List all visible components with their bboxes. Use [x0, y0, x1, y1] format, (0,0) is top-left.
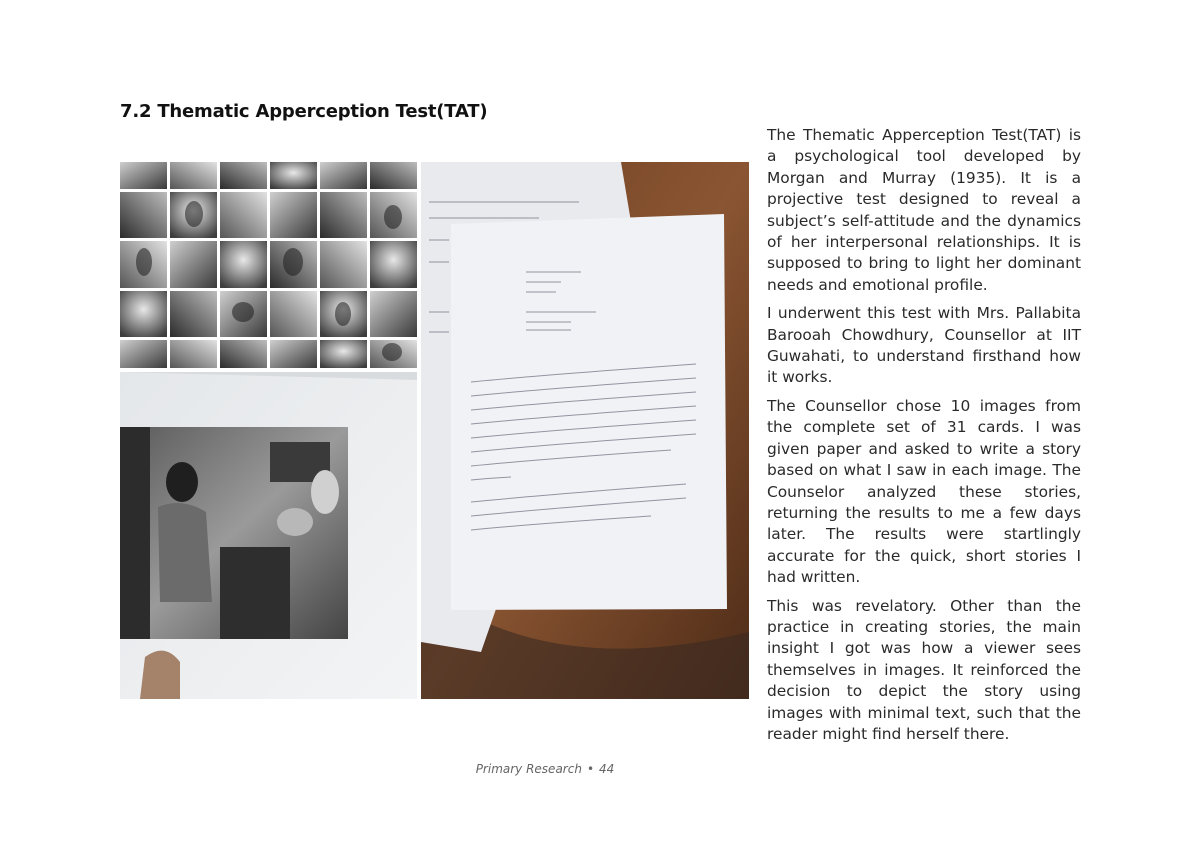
footer-separator: • — [586, 762, 595, 776]
tat-card-grid-photo — [120, 162, 417, 368]
handwritten-story-sheets-photo — [421, 162, 749, 699]
paragraph-counsellor: I underwent this test with Mrs. Pallabita Barooah Chowdhury, Counsellor at IIT Guwahati, to understand firsthand how it works. — [767, 304, 1081, 387]
section-heading: 7.2 Thematic Apperception Test(TAT) — [120, 101, 488, 122]
body-text — [767, 125, 1081, 752]
tat-printed-card-photo — [120, 372, 417, 699]
paragraph-procedure: The Counsellor chose 10 images from the complete set of 31 cards. I was given paper and asked to write a story based on what I saw in each image. The Counselor analyzed these stories, returning the results to me a few days later. The results were startlingly accurate for the quick, short stories I had written. — [767, 396, 1081, 587]
paragraph-intro: The Thematic Apperception Test(TAT) is a psychological tool developed by Morgan and Murray (1935). It is a projective test designed to reveal a subject’s self-attitude and the dynamics of her interpersonal relationships. It is supposed to bring to light her dominant needs and emotional profile. — [767, 126, 1081, 294]
footer-page-number: 44 — [599, 762, 615, 776]
paragraph-insight: This was revelatory. Other than the practice in creating stories, the main insight I got was how a viewer sees themselves in images. It reinforced the decision to depict the story using images with minimal text, such that the reader might find herself there. — [767, 596, 1081, 743]
footer-section-name: Primary Research — [475, 762, 582, 776]
page-footer — [0, 762, 1090, 776]
